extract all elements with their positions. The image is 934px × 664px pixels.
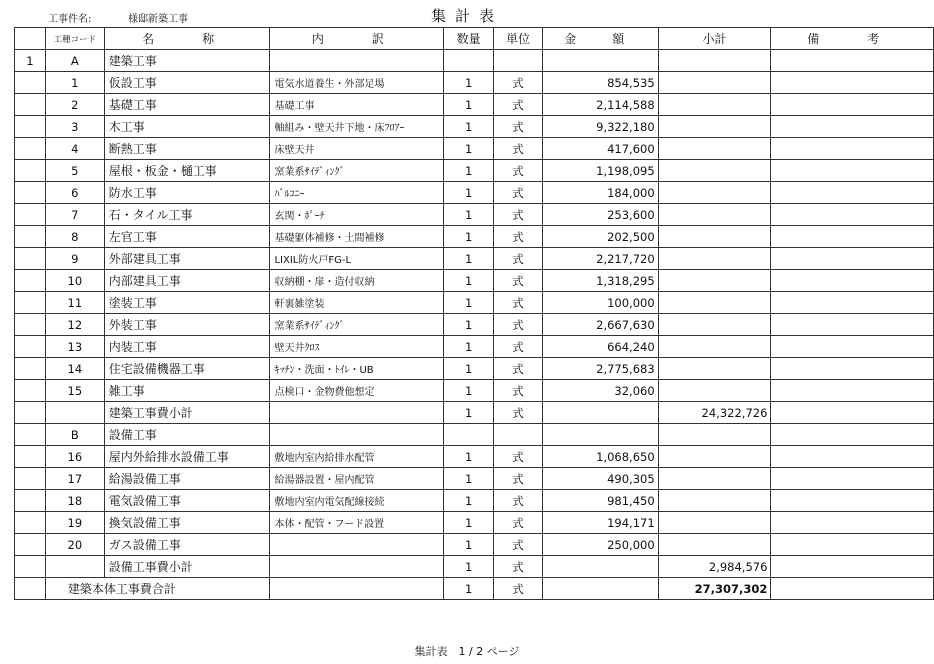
row-name-cell: 建築工事 [104,50,270,72]
row-name-cell: ガス設備工事 [104,534,270,556]
row-unit-cell [494,50,543,72]
row-qty-cell [444,424,494,446]
row-no-cell [15,160,46,182]
row-detail-cell: 窯業系ｻｲﾃﾞｨﾝｸﾞ [270,160,444,182]
row-remarks-cell [771,402,934,424]
row-unit-cell: 式 [494,72,543,94]
row-unit-cell: 式 [494,138,543,160]
row-amount-cell [542,424,658,446]
row-detail-cell [270,50,444,72]
row-code-cell: 1 [45,72,104,94]
page-footer: 集計表 1 / 2 ページ [414,645,520,658]
row-detail-cell: LIXIL防火戸FG-L [270,248,444,270]
table-row [15,50,934,72]
row-name-cell: 内部建具工事 [104,270,270,292]
row-remarks-cell [771,512,934,534]
row-remarks-cell [771,534,934,556]
row-no-cell [15,248,46,270]
row-no-cell [15,226,46,248]
row-qty-cell: 1 [444,270,494,292]
row-name-cell: 住宅設備機器工事 [104,358,270,380]
row-detail-cell: 窯業系ｻｲﾃﾞｨﾝｸﾞ [270,314,444,336]
page-title: 集計表 [430,7,503,25]
grand-total-remarks [771,578,934,600]
row-name-cell: 屋内外給排水設備工事 [104,446,270,468]
row-remarks-cell [771,204,934,226]
table-row [15,358,934,380]
table-row [15,226,934,248]
row-subtotal-cell [658,534,771,556]
row-remarks-cell [771,490,934,512]
row-subtotal-cell [658,424,771,446]
row-no-cell [15,556,46,578]
row-detail-cell: 基礎工事 [270,94,444,116]
row-no-cell [15,94,46,116]
row-subtotal-cell [658,512,771,534]
table-row [15,534,934,556]
row-subtotal-cell [658,94,771,116]
grand-total-qty: 1 [444,578,494,600]
row-subtotal-cell [658,292,771,314]
row-code-cell: 13 [45,336,104,358]
row-unit-cell: 式 [494,336,543,358]
row-remarks-cell [771,182,934,204]
row-name-cell: 屋根・板金・樋工事 [104,160,270,182]
row-qty-cell: 1 [444,446,494,468]
row-name-cell: 給湯設備工事 [104,468,270,490]
row-no-cell [15,424,46,446]
row-name-cell: 塗装工事 [104,292,270,314]
summary-table [14,27,934,600]
row-detail-cell [270,556,444,578]
row-unit-cell: 式 [494,94,543,116]
table-row [15,94,934,116]
row-subtotal-cell [658,50,771,72]
row-unit-cell: 式 [494,380,543,402]
table-row [15,468,934,490]
row-amount-cell: 9,322,180 [542,116,658,138]
row-subtotal-cell [658,160,771,182]
row-amount-cell: 2,775,683 [542,358,658,380]
row-detail-cell [270,402,444,424]
row-qty-cell: 1 [444,182,494,204]
row-no-cell: 1 [15,50,46,72]
row-code-cell: 15 [45,380,104,402]
row-subtotal-cell [658,204,771,226]
row-unit-cell: 式 [494,556,543,578]
header-code: 工種コード [45,28,104,50]
table-row [15,182,934,204]
row-unit-cell: 式 [494,314,543,336]
row-detail-cell: 電気水道養生・外部足場 [270,72,444,94]
row-no-cell [15,380,46,402]
row-no-cell [15,204,46,226]
header-amount: 金 額 [542,28,658,50]
row-code-cell: 5 [45,160,104,182]
header-remarks: 備 考 [771,28,934,50]
row-code-cell: 18 [45,490,104,512]
row-code-cell: 12 [45,314,104,336]
grand-total-detail [270,578,444,600]
row-code-cell [45,556,104,578]
row-code-cell: 4 [45,138,104,160]
header-no [15,28,46,50]
row-name-cell: 外装工事 [104,314,270,336]
table-row [15,270,934,292]
row-unit-cell: 式 [494,204,543,226]
row-no-cell [15,358,46,380]
grand-total-row [15,578,934,600]
row-remarks-cell [771,138,934,160]
row-code-cell: 2 [45,94,104,116]
table-row [15,116,934,138]
row-no-cell [15,270,46,292]
row-subtotal-cell [658,182,771,204]
row-amount-cell: 100,000 [542,292,658,314]
row-amount-cell [542,50,658,72]
table-row [15,556,934,578]
table-row [15,380,934,402]
table-row [15,248,934,270]
row-name-cell: 電気設備工事 [104,490,270,512]
row-subtotal-cell [658,270,771,292]
table-row [15,446,934,468]
row-remarks-cell [771,116,934,138]
row-detail-cell: ｷｯﾁﾝ・洗面・ﾄｲﾚ・UB [270,358,444,380]
row-remarks-cell [771,468,934,490]
row-remarks-cell [771,50,934,72]
row-name-cell: 左官工事 [104,226,270,248]
row-no-cell [15,490,46,512]
row-subtotal-cell [658,380,771,402]
row-qty-cell: 1 [444,160,494,182]
row-name-cell: 防水工事 [104,182,270,204]
row-amount-cell: 2,667,630 [542,314,658,336]
row-no-cell [15,534,46,556]
table-row [15,314,934,336]
row-code-cell: 9 [45,248,104,270]
row-remarks-cell [771,446,934,468]
row-remarks-cell [771,72,934,94]
header-subtotal: 小計 [658,28,771,50]
row-detail-cell [270,534,444,556]
row-code-cell: 8 [45,226,104,248]
row-remarks-cell [771,424,934,446]
row-unit-cell: 式 [494,248,543,270]
row-unit-cell: 式 [494,468,543,490]
row-code-cell: 14 [45,358,104,380]
row-unit-cell: 式 [494,402,543,424]
row-subtotal-cell [658,336,771,358]
row-unit-cell [494,424,543,446]
row-subtotal-cell [658,138,771,160]
row-qty-cell: 1 [444,72,494,94]
row-unit-cell: 式 [494,446,543,468]
row-subtotal-cell [658,446,771,468]
row-name-cell: 設備工事費小計 [104,556,270,578]
row-amount-cell: 194,171 [542,512,658,534]
row-remarks-cell [771,314,934,336]
row-detail-cell: 収納棚・扉・造付収納 [270,270,444,292]
row-unit-cell: 式 [494,182,543,204]
row-name-cell: 設備工事 [104,424,270,446]
row-name-cell: 建築工事費小計 [104,402,270,424]
row-subtotal-cell [658,226,771,248]
row-no-cell [15,314,46,336]
row-amount-cell: 1,318,295 [542,270,658,292]
row-name-cell: 雑工事 [104,380,270,402]
row-detail-cell: 壁天井ｸﾛｽ [270,336,444,358]
grand-total-unit: 式 [494,578,543,600]
row-qty-cell: 1 [444,512,494,534]
row-no-cell [15,336,46,358]
row-remarks-cell [771,556,934,578]
row-no-cell [15,116,46,138]
row-detail-cell: 基礎躯体補修・土間補修 [270,226,444,248]
grand-total-label: 建築本体工事費合計 [45,578,270,600]
grand-total-amount [542,578,658,600]
row-remarks-cell [771,270,934,292]
row-name-cell: 断熱工事 [104,138,270,160]
row-subtotal-cell [658,116,771,138]
row-no-cell [15,292,46,314]
table-row [15,424,934,446]
row-detail-cell [270,424,444,446]
row-subtotal-cell [658,490,771,512]
row-amount-cell [542,556,658,578]
row-amount-cell: 184,000 [542,182,658,204]
row-code-cell: 6 [45,182,104,204]
grand-total-value: 27,307,302 [658,578,771,600]
row-code-cell: 3 [45,116,104,138]
row-subtotal-cell: 24,322,726 [658,402,771,424]
row-amount-cell [542,402,658,424]
row-amount-cell: 250,000 [542,534,658,556]
header-name: 名 称 [104,28,270,50]
project-name: 様邸新築工事 [128,14,188,25]
row-name-cell: 換気設備工事 [104,512,270,534]
header-unit: 単位 [494,28,543,50]
row-no-cell [15,402,46,424]
row-unit-cell: 式 [494,358,543,380]
row-name-cell: 内装工事 [104,336,270,358]
row-code-cell: 17 [45,468,104,490]
row-qty-cell: 1 [444,402,494,424]
row-name-cell: 仮設工事 [104,72,270,94]
row-amount-cell: 981,450 [542,490,658,512]
row-amount-cell: 1,068,650 [542,446,658,468]
row-no-cell [15,512,46,534]
table-row [15,72,934,94]
row-remarks-cell [771,336,934,358]
row-unit-cell: 式 [494,292,543,314]
row-qty-cell: 1 [444,248,494,270]
row-qty-cell: 1 [444,116,494,138]
row-subtotal-cell [658,468,771,490]
row-name-cell: 木工事 [104,116,270,138]
row-no-cell [15,446,46,468]
table-row [15,292,934,314]
row-unit-cell: 式 [494,160,543,182]
row-detail-cell: 床壁天井 [270,138,444,160]
row-code-cell: 19 [45,512,104,534]
row-qty-cell [444,50,494,72]
row-unit-cell: 式 [494,226,543,248]
row-qty-cell: 1 [444,292,494,314]
row-remarks-cell [771,160,934,182]
row-unit-cell: 式 [494,270,543,292]
row-detail-cell: 点検口・金物費他想定 [270,380,444,402]
row-qty-cell: 1 [444,226,494,248]
row-remarks-cell [771,248,934,270]
row-code-cell: 20 [45,534,104,556]
row-name-cell: 石・タイル工事 [104,204,270,226]
row-amount-cell: 854,535 [542,72,658,94]
table-row [15,138,934,160]
row-code-cell: 11 [45,292,104,314]
row-code-cell: 10 [45,270,104,292]
row-qty-cell: 1 [444,490,494,512]
row-amount-cell: 2,114,588 [542,94,658,116]
row-code-cell [45,402,104,424]
row-no-cell [15,182,46,204]
row-amount-cell: 417,600 [542,138,658,160]
row-detail-cell: 敷地内室内給排水配管 [270,446,444,468]
row-amount-cell: 32,060 [542,380,658,402]
project-label: 工事件名: [48,14,92,25]
row-amount-cell: 253,600 [542,204,658,226]
table-row [15,402,934,424]
row-qty-cell: 1 [444,556,494,578]
row-detail-cell: 軒裏雑塗装 [270,292,444,314]
row-subtotal-cell [658,248,771,270]
table-row [15,204,934,226]
table-row [15,512,934,534]
table-header-row [15,28,934,50]
row-detail-cell: 給湯器設置・屋内配管 [270,468,444,490]
row-qty-cell: 1 [444,336,494,358]
row-remarks-cell [771,226,934,248]
row-amount-cell: 490,305 [542,468,658,490]
row-qty-cell: 1 [444,534,494,556]
row-subtotal-cell [658,358,771,380]
row-qty-cell: 1 [444,468,494,490]
row-name-cell: 外部建具工事 [104,248,270,270]
row-amount-cell: 202,500 [542,226,658,248]
row-code-cell: B [45,424,104,446]
row-remarks-cell [771,292,934,314]
row-subtotal-cell: 2,984,576 [658,556,771,578]
row-detail-cell: 軸組み・壁天井下地・床ﾌﾛｱｰ [270,116,444,138]
row-code-cell: 7 [45,204,104,226]
table-row [15,490,934,512]
grand-total-no [15,578,46,600]
row-qty-cell: 1 [444,138,494,160]
row-amount-cell: 1,198,095 [542,160,658,182]
row-amount-cell: 2,217,720 [542,248,658,270]
row-code-cell: A [45,50,104,72]
row-qty-cell: 1 [444,314,494,336]
row-unit-cell: 式 [494,512,543,534]
row-remarks-cell [771,94,934,116]
table-row [15,160,934,182]
row-detail-cell: 本体・配管・フード設置 [270,512,444,534]
row-name-cell: 基礎工事 [104,94,270,116]
row-remarks-cell [771,358,934,380]
row-code-cell: 16 [45,446,104,468]
row-qty-cell: 1 [444,358,494,380]
row-no-cell [15,72,46,94]
row-detail-cell: ﾊﾞﾙｺﾆｰ [270,182,444,204]
row-qty-cell: 1 [444,204,494,226]
row-unit-cell: 式 [494,534,543,556]
header-detail: 内 訳 [270,28,444,50]
header-qty: 数量 [444,28,494,50]
row-detail-cell: 敷地内室内電気配線接続 [270,490,444,512]
table-row [15,336,934,358]
row-unit-cell: 式 [494,116,543,138]
row-detail-cell: 玄関・ﾎﾟｰﾁ [270,204,444,226]
row-qty-cell: 1 [444,380,494,402]
row-subtotal-cell [658,314,771,336]
row-remarks-cell [771,380,934,402]
row-no-cell [15,468,46,490]
row-subtotal-cell [658,72,771,94]
row-no-cell [15,138,46,160]
row-qty-cell: 1 [444,94,494,116]
row-amount-cell: 664,240 [542,336,658,358]
row-unit-cell: 式 [494,490,543,512]
